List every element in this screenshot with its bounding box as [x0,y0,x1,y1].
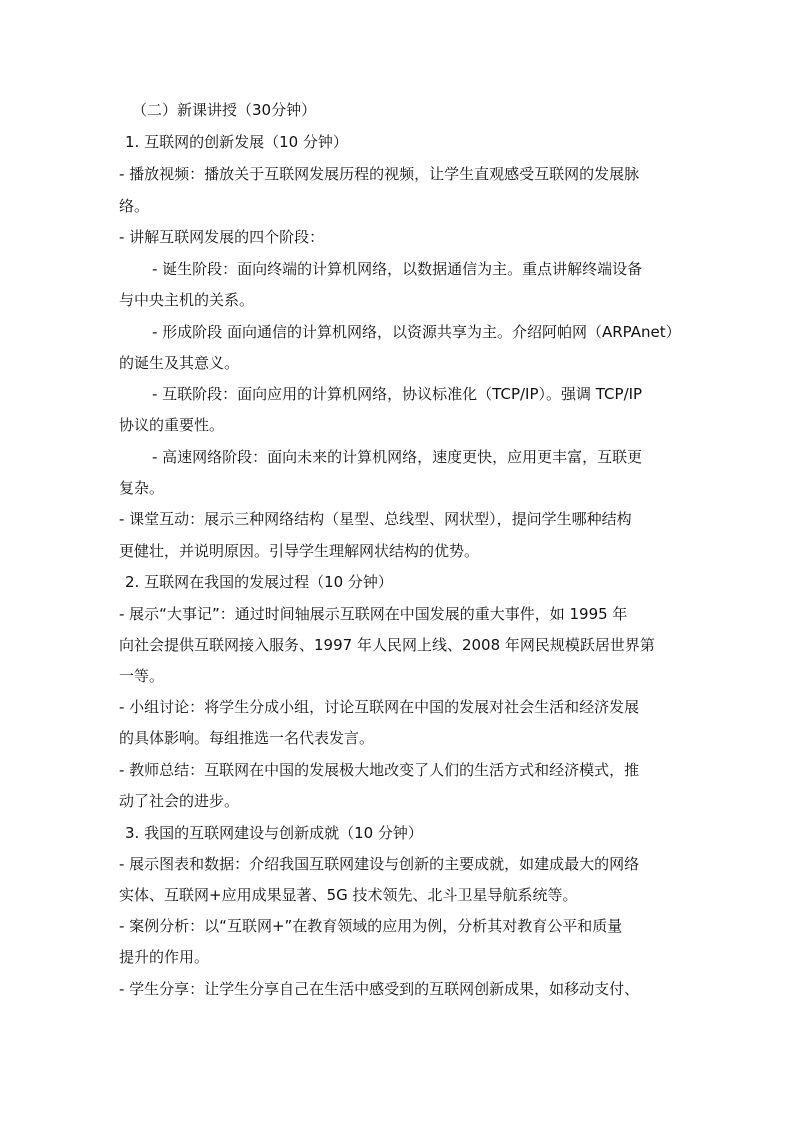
paragraph-line: - 诞生阶段：面向终端的计算机网络，以数据通信为主。重点讲解终端设备 [152,260,643,278]
paragraph-line: 复杂。 [119,479,165,497]
paragraph-line: 更健壮，并说明原因。引导学生理解网状结构的优势。 [119,542,480,560]
section-3-heading: 3. 我国的互联网建设与创新成就（10 分钟） [125,824,423,842]
paragraph-line: - 小组讨论：将学生分成小组，讨论互联网在中国的发展对社会生活和经济发展 [119,698,640,716]
paragraph-line: - 播放视频：播放关于互联网发展历程的视频，让学生直观感受互联网的发展脉 [119,165,640,183]
paragraph-line: - 形成阶段 面向通信的计算机网络，以资源共享为主。介绍阿帕网（ARPAnet） [152,323,681,341]
paragraph-line: 的具体影响。每组推选一名代表发言。 [119,729,375,747]
paragraph-line: - 学生分享：让学生分享自己在生活中感受到的互联网创新成果，如移动支付、 [119,980,640,998]
section-2-heading: 2. 互联网在我国的发展过程（10 分钟） [125,573,393,591]
paragraph-line: 实体、互联网+应用成果显著、5G 技术领先、北斗卫星导航系统等。 [119,886,578,904]
paragraph-line: - 课堂互动：展示三种网络结构（星型、总线型、网状型），提问学生哪种结构 [119,510,632,528]
paragraph-line: 向社会提供互联网接入服务、1997 年人民网上线、2008 年网民规模跃居世界第 [119,636,655,654]
paragraph-line: 协议的重要性。 [119,416,225,434]
paragraph-line: - 教师总结：互联网在中国的发展极大地改变了人们的生活方式和经济模式，推 [119,761,640,779]
paragraph-line: 与中央主机的关系。 [119,291,255,309]
paragraph-line: 的诞生及其意义。 [119,354,240,372]
section-title: （二）新课讲授（30分钟） [132,101,317,119]
section-1-heading: 1. 互联网的创新发展（10 分钟） [125,133,348,151]
paragraph-line: - 高速网络阶段：面向未来的计算机网络，速度更快，应用更丰富，互联更 [152,448,643,466]
paragraph-line: - 互联阶段：面向应用的计算机网络，协议标准化（TCP/IP）。强调 TCP/IP [152,385,643,403]
paragraph-line: 提升的作用。 [119,948,210,966]
paragraph-line: 动了社会的进步。 [119,792,240,810]
paragraph-line: 一等。 [119,667,165,685]
paragraph-line: - 案例分析：以“互联网+”在教育领域的应用为例，分析其对教育公平和质量 [119,917,623,935]
paragraph-line: 络。 [119,197,150,215]
paragraph-line: - 展示图表和数据：介绍我国互联网建设与创新的主要成就，如建成最大的网络 [119,855,640,873]
paragraph-line: - 讲解互联网发展的四个阶段： [119,228,325,246]
paragraph-line: - 展示“大事记”：通过时间轴展示互联网在中国发展的重大事件，如 1995 年 [119,605,628,623]
